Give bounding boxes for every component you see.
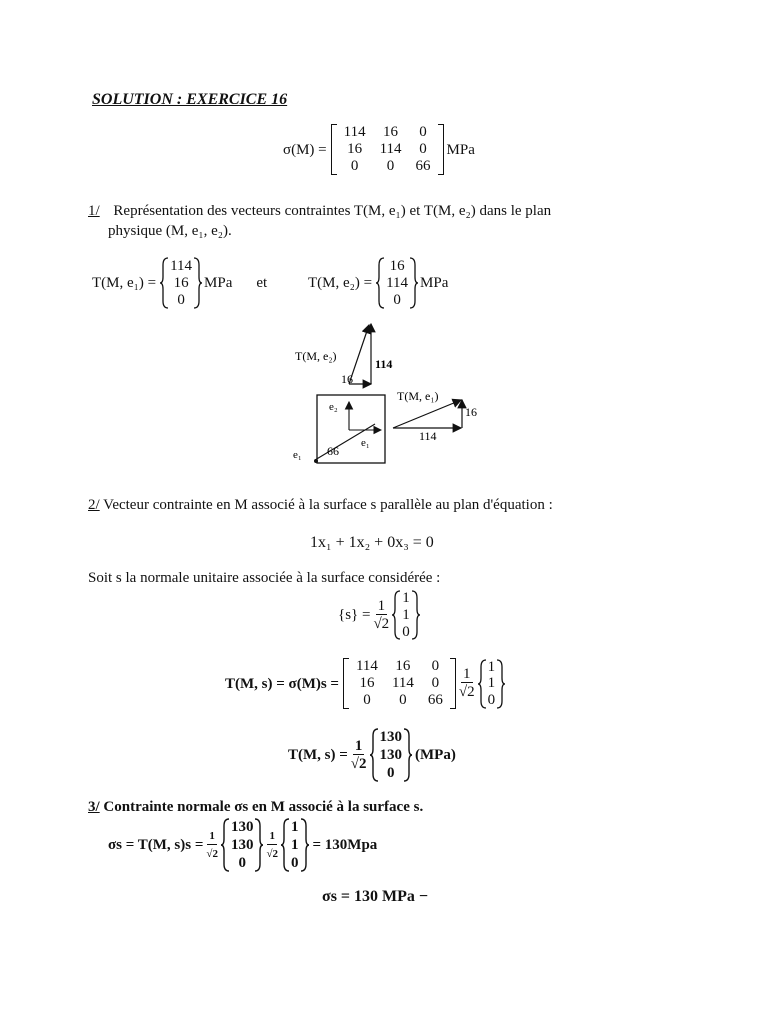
- plane-equation: 1x₁ + 1x₂ + 0x₃ = 0: [310, 534, 434, 551]
- q2-heading: [88, 495, 553, 515]
- vector-cell: 0: [291, 855, 299, 871]
- et-label: et: [256, 275, 268, 291]
- traction-result-unit: (MPa): [415, 747, 456, 763]
- label-16a: 16: [341, 372, 353, 386]
- fraction-num: 1: [377, 597, 386, 614]
- page-title: SOLUTION : EXERCICE 16: [92, 91, 288, 108]
- traction-e1: [92, 257, 267, 309]
- stress-tensor: [283, 124, 475, 175]
- vector-cell: 1: [291, 837, 299, 853]
- vector-cell: 130: [379, 747, 403, 763]
- q3-heading: [88, 797, 423, 817]
- label-T-e1: T(M, e₁): [397, 389, 439, 403]
- normal-components: [392, 590, 420, 640]
- matrix-cell: 16: [383, 124, 399, 140]
- vector-cell: 0: [177, 292, 185, 309]
- vector-cell: 16: [173, 274, 189, 291]
- vector-cell: 1: [291, 819, 299, 835]
- traction-result-lhs: T(M, s) =: [288, 747, 348, 763]
- stress-tensor-lhs: σ(M) =: [283, 141, 327, 158]
- vector-cell: 114: [170, 257, 193, 274]
- vector-cell: 1: [487, 658, 496, 675]
- q1-line2: physique (M, e₁, e₂).: [108, 223, 232, 239]
- vector-cell: 0: [487, 692, 496, 709]
- q3-text: Contrainte normale σs en M associé à la surface s.: [103, 799, 424, 815]
- point-M: [314, 459, 318, 463]
- vector-cell: 130: [379, 729, 403, 745]
- vector-cell: 1: [402, 606, 410, 623]
- matrix-cell: 66: [415, 158, 431, 174]
- traction-e2-unit: MPa: [420, 275, 449, 291]
- traction-e1-unit: MPa: [204, 275, 233, 291]
- normal-stress-final: σs = 130 MPa −: [322, 888, 429, 905]
- stress-unit: MPa: [446, 141, 475, 158]
- vector-cell: 130: [230, 819, 254, 835]
- q1-line1: Représentation des vecteurs contraintes T(M, e₁) et T(M, e₂) dans le plan: [113, 203, 552, 219]
- traction-e2-lhs: T(M, e₂) =: [308, 275, 373, 291]
- label-114b: 114: [419, 429, 437, 443]
- normal-vector: [338, 590, 420, 640]
- traction-result-vector: [221, 818, 264, 872]
- vector-cell: 1: [487, 675, 496, 692]
- normal-stress-rhs: = 130Mpa: [312, 837, 378, 853]
- matrix-cell: 114: [391, 675, 414, 691]
- traction-s-result: [288, 728, 456, 782]
- matrix-cell: 0: [419, 141, 427, 157]
- vector-cell: 0: [393, 292, 401, 309]
- matrix-cell: 0: [431, 658, 440, 674]
- traction-e2-vector: [376, 257, 418, 309]
- label-16b: 16: [465, 405, 477, 419]
- matrix-cell: 114: [379, 141, 402, 157]
- traction-s-product: [225, 658, 505, 709]
- normal-stress-equation: [108, 818, 377, 872]
- q3-number: 3/: [88, 799, 100, 815]
- traction-e1-lhs: T(M, e₁) =: [92, 275, 157, 291]
- fraction-num: 1: [354, 737, 363, 754]
- matrix-cell: 16: [347, 141, 363, 157]
- matrix-cell: 0: [419, 124, 427, 140]
- fraction-den: √2: [373, 615, 390, 632]
- label-e1: e₁: [361, 437, 370, 449]
- vector-cell: 0: [387, 765, 395, 781]
- traction-s-matrix: [343, 658, 456, 709]
- normal-lhs: {s} =: [338, 607, 371, 623]
- label-114: 114: [375, 357, 393, 371]
- vector-cell: 130: [230, 837, 254, 853]
- stress-matrix: [331, 124, 444, 175]
- traction-s-lhs: T(M, s) = σ(M)s =: [225, 675, 339, 692]
- q2-number: 2/: [88, 497, 100, 513]
- matrix-cell: 0: [350, 158, 359, 174]
- matrix-cell: 16: [359, 675, 375, 691]
- fraction-num: 1: [207, 828, 217, 845]
- fraction-den: √2: [266, 847, 278, 860]
- vector-cell: 114: [386, 274, 409, 291]
- q2-text: Vecteur contrainte en M associé à la surface s parallèle au plan d'équation :: [103, 497, 553, 513]
- fraction-den: √2: [458, 684, 475, 700]
- fraction: [459, 666, 475, 701]
- q1-number: 1/: [88, 203, 100, 219]
- fraction: [373, 598, 389, 633]
- normal-stress-lhs: σs = T(M, s)s =: [108, 837, 204, 853]
- vector-cell: 16: [389, 257, 405, 274]
- fraction: [351, 738, 367, 773]
- traction-result-vector: [370, 728, 413, 782]
- matrix-cell: 66: [427, 692, 443, 708]
- q1-heading: [88, 201, 551, 221]
- vector-cell: 0: [238, 855, 246, 871]
- matrix-cell: 114: [343, 124, 366, 140]
- matrix-cell: 0: [399, 692, 407, 708]
- matrix-cell: 0: [386, 158, 395, 174]
- traction-e1-arrow: [393, 400, 461, 428]
- matrix-cell: 0: [431, 675, 440, 691]
- matrix-cell: 114: [355, 658, 378, 674]
- label-T-e2: T(M, e₂): [295, 349, 337, 363]
- matrix-cell: 0: [363, 692, 371, 708]
- vector-cell: 0: [402, 623, 410, 640]
- traction-e1-vector: [160, 257, 202, 309]
- fraction: [206, 828, 218, 863]
- normal-components: [281, 818, 309, 872]
- label-e1b: e₁: [293, 449, 302, 461]
- soit-text: Soit s la normale unitaire associée à la surface considérée :: [88, 570, 441, 586]
- matrix-cell: 16: [395, 658, 411, 674]
- fraction-num: 1: [267, 828, 277, 845]
- vector-cell: 1: [402, 590, 410, 607]
- normal-components: [478, 659, 506, 709]
- traction-e2: [308, 257, 448, 309]
- fraction-den: √2: [206, 847, 218, 860]
- label-e2: e₂: [329, 401, 338, 413]
- fraction: [266, 828, 278, 863]
- fraction-num: 1: [463, 666, 471, 682]
- label-66: 66: [327, 444, 339, 458]
- fraction-den: √2: [350, 755, 367, 772]
- traction-diagram: [285, 318, 485, 466]
